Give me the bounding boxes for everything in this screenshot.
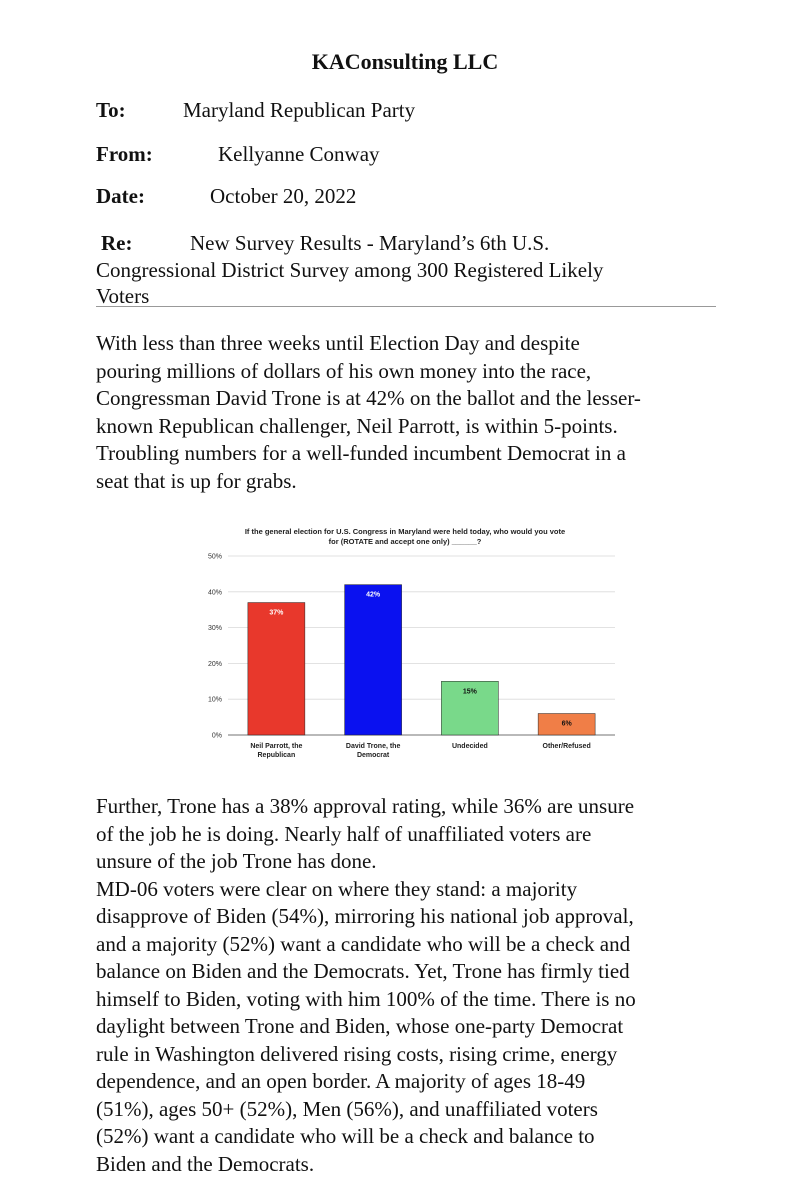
intro-line: pouring millions of dollars of his own money into the race, — [96, 358, 592, 383]
body-line: of the job he is doing. Nearly half of unaffiliated voters are — [96, 821, 592, 846]
memo-re-line3: Voters — [96, 284, 150, 308]
intro-line: Troubling numbers for a well-funded incumbent Democrat in a — [96, 441, 626, 465]
body-line: daylight between Trone and Biden, whose one-party Democrat — [96, 1014, 624, 1038]
bar — [345, 585, 402, 735]
memo-date-label: Date: — [96, 184, 145, 208]
company-name: KAConsulting LLC — [311, 49, 499, 74]
intro-line: seat that is up for grabs. — [96, 468, 297, 493]
body-line: Biden and the Democrats. — [96, 1151, 315, 1176]
body-line: (52%) want a candidate who will be a check and balance to — [96, 1124, 595, 1148]
y-tick-label: 30% — [207, 625, 222, 633]
body-line: MD-06 voters were clear on where they stand: a majority — [96, 876, 578, 901]
category-label: Undecided — [451, 743, 488, 750]
category-label: David Trone, the — [345, 743, 401, 750]
memo-to-value: Maryland Republican Party — [183, 98, 416, 122]
chart-svg — [190, 515, 620, 770]
body-line: unsure of the job Trone has done. — [96, 849, 377, 873]
category-label: Other/Refused — [542, 743, 591, 750]
intro-paragraph — [96, 330, 716, 495]
body-paragraph — [96, 793, 716, 1178]
memo-from-value: Kellyanne Conway — [218, 142, 380, 166]
body-line: balance on Biden and the Democrats. Yet, Trone has firmly tied — [96, 959, 630, 983]
y-tick-label: 10% — [207, 696, 222, 704]
data-label: 6% — [561, 720, 572, 728]
y-tick-label: 50% — [207, 553, 222, 561]
ballot-chart — [190, 515, 620, 770]
chart-title-line2: for (ROTATE and accept one only) ______? — [328, 537, 482, 546]
body-line: rule in Washington delivered rising costs, rising crime, energy — [96, 1041, 618, 1066]
body-line: dependence, and an open border. A majority of ages 18-49 — [96, 1069, 586, 1093]
category-label: Republican — [257, 752, 296, 759]
body-line: Further, Trone has a 38% approval rating, while 36% are unsure — [96, 794, 635, 818]
bar — [248, 603, 305, 735]
category-label: Neil Parrott, the — [250, 743, 303, 750]
memo-re-label: Re: — [101, 231, 133, 255]
memo-re-line1: New Survey Results - Maryland’s 6th U.S. — [190, 231, 550, 255]
memo-to-label: To: — [96, 98, 126, 122]
body-line: (51%), ages 50+ (52%), Men (56%), and unaffiliated voters — [96, 1096, 598, 1121]
data-label: 37% — [269, 609, 284, 617]
y-tick-label: 20% — [207, 660, 222, 668]
intro-line: With less than three weeks until Election Day and despite — [96, 331, 580, 355]
intro-line: known Republican challenger, Neil Parrott, is within 5-points. — [96, 413, 618, 438]
category-label: Democrat — [356, 752, 390, 759]
data-label: 42% — [366, 591, 381, 599]
body-line: himself to Biden, voting with him 100% of the time. There is no — [96, 986, 636, 1011]
memo-from-label: From: — [96, 142, 153, 166]
memo-re-line2: Congressional District Survey among 300 Registered Likely — [96, 258, 604, 282]
memo-date-value: October 20, 2022 — [210, 184, 357, 208]
data-label: 15% — [462, 688, 477, 696]
header-divider — [96, 306, 716, 307]
y-tick-label: 40% — [207, 589, 222, 597]
body-line: disapprove of Biden (54%), mirroring his national job approval, — [96, 904, 634, 928]
y-tick-label: 0% — [211, 732, 222, 740]
chart-title-line1: If the general election for U.S. Congress in Maryland were held today, who would you vote — [244, 527, 566, 536]
intro-line: Congressman David Trone is at 42% on the ballot and the lesser- — [96, 386, 641, 410]
body-line: and a majority (52%) want a candidate who will be a check and — [96, 931, 631, 956]
